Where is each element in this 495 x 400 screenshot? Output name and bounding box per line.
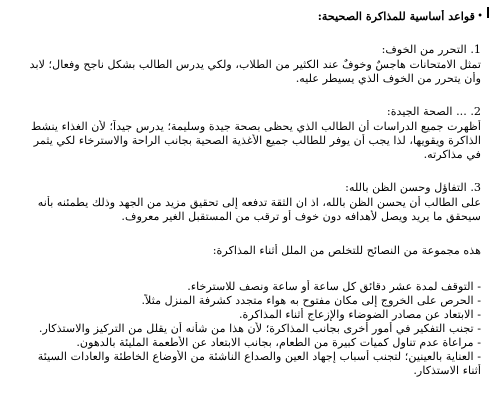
tip-item: - الابتعاد عن مصادر الضوضاء والإزعاج أثناء المذاكرة. [238, 308, 481, 321]
section-text-line: الذاكرة ويقويها، لذا يجب أن يوفر للطالب جميع الأغذية الصحية بجانب الراحة والاسترخاء لكي يثمر [33, 134, 481, 147]
tips-heading: هذه مجموعة من النصائح للتخلص من الملل أثناء المذاكرة: [212, 244, 481, 257]
section-text-line: على الطالب أن يحسن الظن بالله، اذ ان الثقة تدفعه إلى تحقيق مزيد من الجهد وذلك يطمئنه بأنه [37, 196, 481, 209]
section-text-line: أظهرت جميع الدراسات أن الطالب الذي يحظى بصحة جيدة وسليمة؛ يدرس جيداً؛ لأن الغذاء ينشط [30, 120, 481, 133]
section-text-line: تمثل الامتحانات هاجسٌ وخوفٌ عند الكثير من الطلاب، ولكي يدرس الطالب بشكل ناجح وفعال؛ لابد [29, 58, 481, 71]
document-title: قواعد أساسية للمذاكرة الصحيحة: [317, 10, 475, 23]
title-bullet: • [477, 11, 483, 22]
section-text-line: في مذاكرته. [423, 148, 481, 161]
text-cursor [487, 7, 489, 18]
section-text-line: سيحقق ما يريد ويصل لأهدافه دون خوف أو ترقب من المستقبل الغير معروف. [121, 210, 481, 223]
section-heading-fear: 1. التحرر من الخوف: [381, 43, 481, 56]
tip-item: - الحرص على الخروج إلى مكان مفتوح به هواء متجدد كشرفة المنزل مثلاً. [141, 294, 481, 307]
tip-item: أثناء الاستذكار. [413, 364, 481, 377]
section-heading-optimism: 3. التفاؤل وحسن الظن بالله: [345, 181, 481, 194]
tip-item: - العناية بالعينين؛ لتجنب أسباب إجهاد العين والصداع الناشئة من الأوضاع الخاطئة والعادات السيئة [37, 350, 481, 363]
section-text-line: وأن يتحرر من الخوف الذي يسيطر عليه. [295, 72, 481, 85]
tip-item: - تجنب التفكير في أمور أخرى بجانب المذاكرة؛ لأن هذا من شأنه أن يقلل من التركيز والاستذكار. [38, 322, 481, 335]
tip-item: - التوقف لمدة عشر دقائق كل ساعة أو ساعة ونصف للاسترخاء. [187, 280, 481, 293]
section-heading-health: 2. ... الصحة الجيدة: [386, 105, 481, 118]
tip-item: - مراعاة عدم تناول كميات كبيرة من الطعام، بجانب الابتعاد عن الأطعمة المليئة بالدهون. [76, 336, 481, 349]
